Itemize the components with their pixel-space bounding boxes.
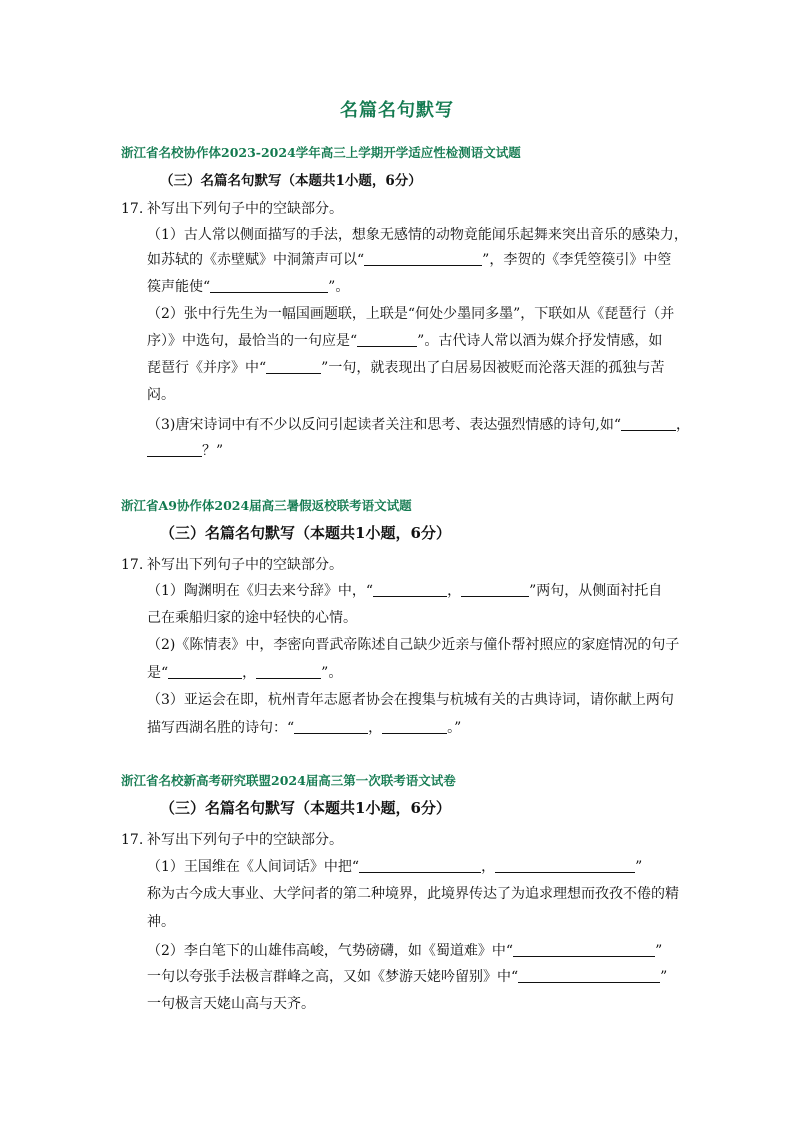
text: （1）陶渊明在《归去来兮辞》中，“ <box>147 583 374 599</box>
s1-p2-line1: （2）张中行先生为一幅国画题联，上联是“何处少墨同多墨”，下联如从《琵琶行（并 <box>147 306 675 322</box>
answer-blank[interactable] <box>461 582 529 597</box>
s1-p2-line3 <box>147 357 664 377</box>
text: （2）李白笔下的山雄伟高峻，气势磅礴，如《蜀道难》中“ <box>147 943 514 959</box>
s3-p2-line3: 一句极言天姥山高与天齐。 <box>147 996 315 1012</box>
page-title: 名篇名句默写 <box>340 100 454 121</box>
question-number: 17. <box>121 557 144 573</box>
section-1-subheading: （三）名篇名句默写（本题共1小题，6分） <box>160 173 422 189</box>
section-1-question <box>121 198 343 218</box>
text: 琵琶行《并序》中“ <box>147 360 267 376</box>
section-2-question <box>121 554 343 574</box>
s1-p2-line4: 闷。 <box>147 387 175 403</box>
s1-p1-line3 <box>147 276 349 296</box>
answer-blank[interactable] <box>382 719 447 734</box>
question-prompt: 补写出下列句子中的空缺部分。 <box>147 557 343 573</box>
text: 。” <box>447 720 462 736</box>
text: ”一句，就表现出了白居易因被贬而沦落天涯的孤独与苦 <box>321 360 665 376</box>
s2-p1-line2: 己在乘船归家的途中轻快的心情。 <box>147 610 357 626</box>
answer-blank[interactable] <box>357 332 417 347</box>
answer-blank[interactable] <box>373 582 447 597</box>
s1-p1-line1: （1）古人常以侧面描写的手法，想象无感情的动物竟能闻乐起舞来突出音乐的感染力， <box>147 227 688 243</box>
question-prompt: 补写出下列句子中的空缺部分。 <box>147 201 343 217</box>
s2-p2-line2 <box>147 662 342 682</box>
answer-blank[interactable] <box>294 719 368 734</box>
s3-p2-line1 <box>147 940 662 960</box>
question-number: 17. <box>121 201 144 217</box>
text: ， <box>675 417 690 433</box>
text: ”。 <box>321 665 343 681</box>
question-prompt: 补写出下列句子中的空缺部分。 <box>147 832 343 848</box>
s2-p3-line1: （3）亚运会在即，杭州青年志愿者协会在搜集与杭城有关的古典诗词，请你献上两句 <box>147 692 674 708</box>
text: ”两句，从侧面衬托自 <box>529 583 663 599</box>
answer-blank[interactable] <box>256 664 321 679</box>
text: ？” <box>202 443 224 459</box>
s3-p1-line3: 神。 <box>147 914 175 930</box>
s3-p2-line2 <box>147 966 667 986</box>
question-number: 17. <box>121 832 144 848</box>
text: ， <box>368 720 383 736</box>
text: 一句以夸张手法极言群峰之高，又如《梦游天姥吟留别》中“ <box>147 969 519 985</box>
text: ” <box>635 859 643 875</box>
text: ”，李贺的《李凭箜篌引》中箜 <box>482 252 672 268</box>
text: （3)唐宋诗词中有不少以反问引起读者关注和思考、表达强烈情感的诗句,如“ <box>147 417 621 433</box>
text: ， <box>481 859 496 875</box>
answer-blank[interactable] <box>364 251 482 266</box>
s2-p3-line2 <box>147 717 461 737</box>
s3-p1-line2: 称为古今成大事业、大学问者的第二种境界，此境界传达了为追求理想而孜孜不倦的精 <box>147 886 679 902</box>
text: ” <box>660 969 668 985</box>
section-3-heading: 浙江省名校新高考研究联盟2024届高三第一次联考语文试卷 <box>121 773 456 788</box>
answer-blank[interactable] <box>518 968 660 983</box>
text: ， <box>242 665 257 681</box>
s2-p2-line1: （2)《陈情表》中，李密向晋武帝陈述自己缺少近亲与僮仆帮衬照应的家庭情况的句子 <box>147 637 680 653</box>
section-2-subheading: （三）名篇名句默写（本题共1小题，6分） <box>160 524 451 542</box>
section-3-question <box>121 829 343 849</box>
answer-blank[interactable] <box>168 664 242 679</box>
section-1-heading: 浙江省名校协作体2023-2024学年高三上学期开学适应性检测语文试题 <box>121 145 521 160</box>
answer-blank[interactable] <box>621 416 676 431</box>
text: ” <box>655 943 663 959</box>
s1-p3-line2 <box>147 440 223 460</box>
text: 序）》中选句，最恰当的一句应是“ <box>147 333 358 349</box>
text: （1）王国维在《人间词话》中把“ <box>147 859 360 875</box>
answer-blank[interactable] <box>495 858 635 873</box>
text: ”。 <box>328 279 350 295</box>
answer-blank[interactable] <box>513 942 655 957</box>
s2-p1-line1 <box>147 580 662 600</box>
text: 篌声能使“ <box>147 279 211 295</box>
s1-p1-line2 <box>147 249 671 269</box>
text: ， <box>447 583 462 599</box>
text: ”。古代诗人常以酒为媒介抒发情感，如 <box>417 333 663 349</box>
section-3-subheading: （三）名篇名句默写（本题共1小题，6分） <box>160 799 451 817</box>
answer-blank[interactable] <box>359 858 481 873</box>
text: 是“ <box>147 665 169 681</box>
s1-p3-line1 <box>147 414 690 434</box>
answer-blank[interactable] <box>210 278 328 293</box>
text: 如苏轼的《赤壁赋》中洞箫声可以“ <box>147 252 365 268</box>
s1-p2-line2 <box>147 330 662 350</box>
text: 描写西湖名胜的诗句：“ <box>147 720 295 736</box>
s3-p1-line1 <box>147 856 642 876</box>
answer-blank[interactable] <box>266 359 321 374</box>
answer-blank[interactable] <box>147 442 202 457</box>
section-2-heading: 浙江省A9协作体2024届高三暑假返校联考语文试题 <box>121 498 412 513</box>
